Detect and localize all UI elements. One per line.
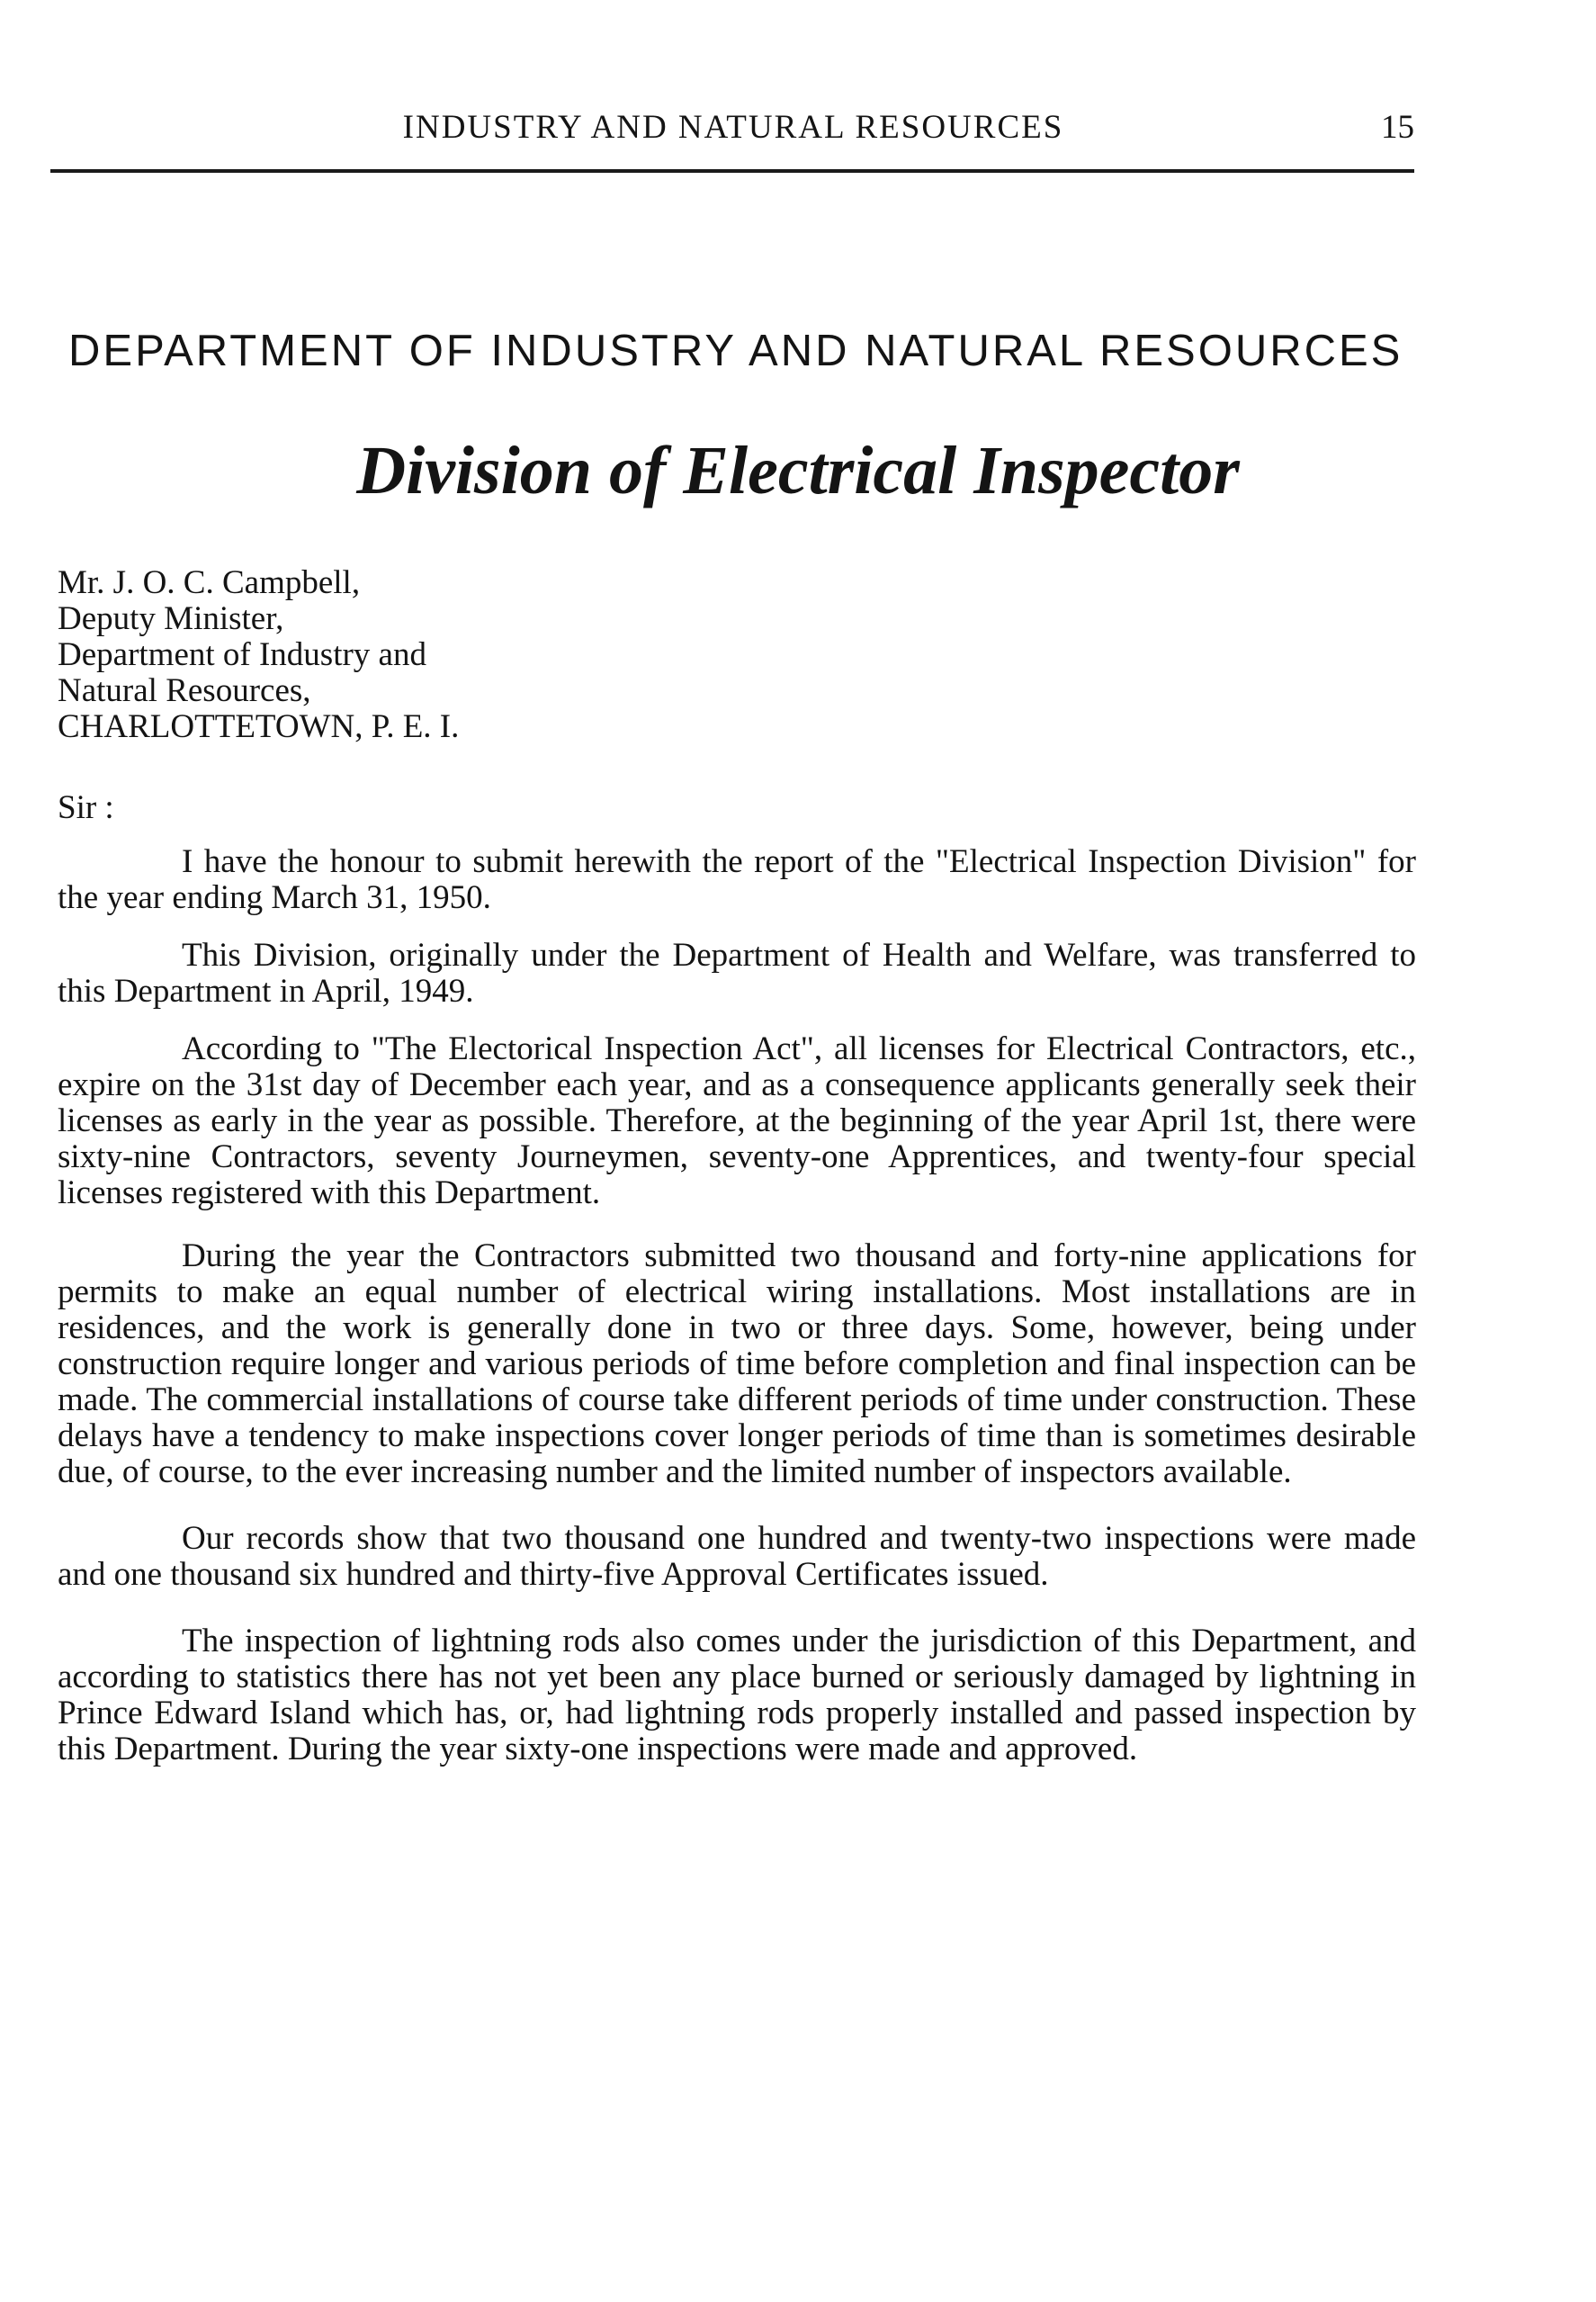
address-line: Deputy Minister, [58, 600, 284, 637]
running-header [50, 108, 1416, 149]
division-title: Division of Electrical Inspector [356, 433, 1240, 508]
address-line: CHARLOTTETOWN, P. E. I. [58, 708, 460, 745]
address-line: Mr. J. O. C. Campbell, [58, 564, 361, 601]
paragraph: Our records show that two thousand one hundred and twenty-two inspections were made and one thousand six hundred and thirty-five Approval Certificates issued. [58, 1520, 1416, 1593]
paragraph: During the year the Contractors submitted two thousand and forty-nine applications for permits to make an equal number of electrical wiring installations. Most installations are in residences, and the work is generally done in two or three days. Some, however, being under construction require longer and various periods of time before completion and final inspection can be made. The commercial installations of course take different periods of time under construction. These delays have a tendency to make inspections cover longer periods of time than is sometimes desirable due, of course, to the ever increasing number and the limited number of inspectors available. [58, 1237, 1416, 1490]
paragraph: According to "The Electorical Inspection Act", all licenses for Electrical Contractors, etc., expire on the 31st day of December each year, and as a consequence applicants generally seek their licenses as early in the year as possible. Therefore, at the beginning of the year April 1st, there were sixty-nine Contractors, seventy Journeymen, seventy-one Apprentices, and twenty-four special licenses registered with this Department. [58, 1030, 1416, 1211]
paragraph: I have the honour to submit herewith the report of the "Electrical Inspection Division" for the year ending March 31, 1950. [58, 843, 1416, 916]
letter-body [58, 844, 1416, 1767]
paragraph: The inspection of lightning rods also comes under the jurisdiction of this Department, and according to statistics there has not yet been any place burned or seriously damaged by lightning in Prince Edward Island which has, or, had lightning rods properly installed and passed inspection by this Department. During the year sixty-one inspections were made and approved. [58, 1623, 1416, 1767]
page-number: 15 [1381, 109, 1414, 146]
address-line: Natural Resources, [58, 672, 311, 709]
salutation: Sir : [58, 789, 114, 826]
address-block [58, 565, 867, 745]
address-line: Department of Industry and [58, 636, 426, 673]
running-title: INDUSTRY AND NATURAL RESOURCES [402, 109, 1064, 146]
paragraph: This Division, originally under the Department of Health and Welfare, was transferred to this Department in April, 1949. [58, 937, 1416, 1010]
department-heading: DEPARTMENT OF INDUSTRY AND NATURAL RESOURCES [68, 327, 1403, 375]
header-rule [50, 169, 1414, 173]
